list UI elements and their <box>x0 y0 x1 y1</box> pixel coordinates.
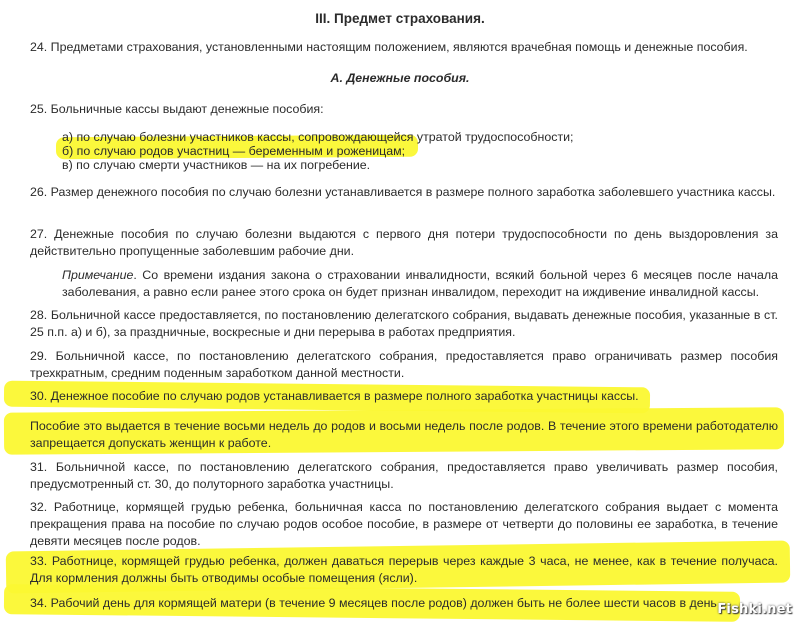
paragraph-30: 30. Денежное пособие по случаю родов устанавливается в размере полного заработка участницы кассы. <box>30 389 639 403</box>
section-title: III. Предмет страхования. <box>315 11 485 26</box>
paragraph-32: 32. Работнице, кормящей грудью ребенка, больничная касса по постановлению делегатского собрания выдает с момента прекращения права на пособие по случаю родов особое пособие, в размере от четверти до половины ее заработка, в течение девяти месяцев после родов. <box>30 500 778 548</box>
list-item-a: а) по случаю болезни участников кассы, сопровождающейся утратой трудоспособности; <box>62 130 574 144</box>
paragraph-28: 28. Больничной кассе предоставляется, по постановлению делегатского собрания, выдавать денежные пособия, указанные в ст. 25 п.п. а) и б), за праздничные, воскресные и дни перерыва в работах предприятия. <box>30 308 778 339</box>
list-item-b: б) по случаю родов участниц — беременным и роженицам; <box>62 144 406 158</box>
list-item-v: в) по случаю смерти участников — на их погребение. <box>62 158 371 172</box>
paragraph-34: 34. Рабочий день для кормящей матери (в течение 9 месяцев после родов) должен быть не более шести часов в день <box>30 596 717 610</box>
paragraph-33: 33. Работнице, кормящей грудью ребенка, должен даваться перерыв через каждые 3 часа, не менее, как в течение получаса. Для кормления должны быть отводимы особые помещения (ясли). <box>30 554 778 585</box>
paragraph-26: 26. Размер денежного пособия по случаю болезни устанавливается в размере полного заработка заболевшего участника кассы. <box>30 185 776 199</box>
note-text: . Со времени издания закона о страховании инвалидности, всякий больной через 6 месяцев после начала заболевания, а равно если ранее этого срока он будет признан инвалидом, переходит на иждивение инвалидной кассы. <box>62 268 778 299</box>
subsection-title: А. Денежные пособия. <box>330 71 470 85</box>
paragraph-29: 29. Больничной кассе, по постановлению делегатского собрания, предоставляется право ограничивать размер пособия трехкратным, средним поденным заработком данной местности. <box>30 349 778 380</box>
watermark-logo: Fishki.net <box>717 602 792 617</box>
paragraph-27: 27. Денежные пособия по случаю болезни выдаются с первого дня потери трудоспособности по день выздоровления за действительно пропущенные заболевшим рабочие дни. <box>30 227 778 258</box>
note-paragraph <box>62 267 778 301</box>
paragraph-31: 31. Больничной кассе, по постановлению делегатского собрания, предоставляется право увеличивать размер пособия, предусмотренный ст. 30, до полуторного заработка участницы. <box>30 460 778 491</box>
paragraph-25: 25. Больничные кассы выдают денежные пособия: <box>30 102 324 116</box>
paragraph-24: 24. Предметами страхования, установленными настоящим положением, являются врачебная помощь и денежные пособия. <box>30 40 748 54</box>
paragraph-30b: Пособие это выдается в течение восьми недель до родов и восьми недель после родов. В течение этого времени работодателю запрещается допускать женщин к работе. <box>30 419 778 450</box>
note-label: Примечание <box>62 268 134 282</box>
